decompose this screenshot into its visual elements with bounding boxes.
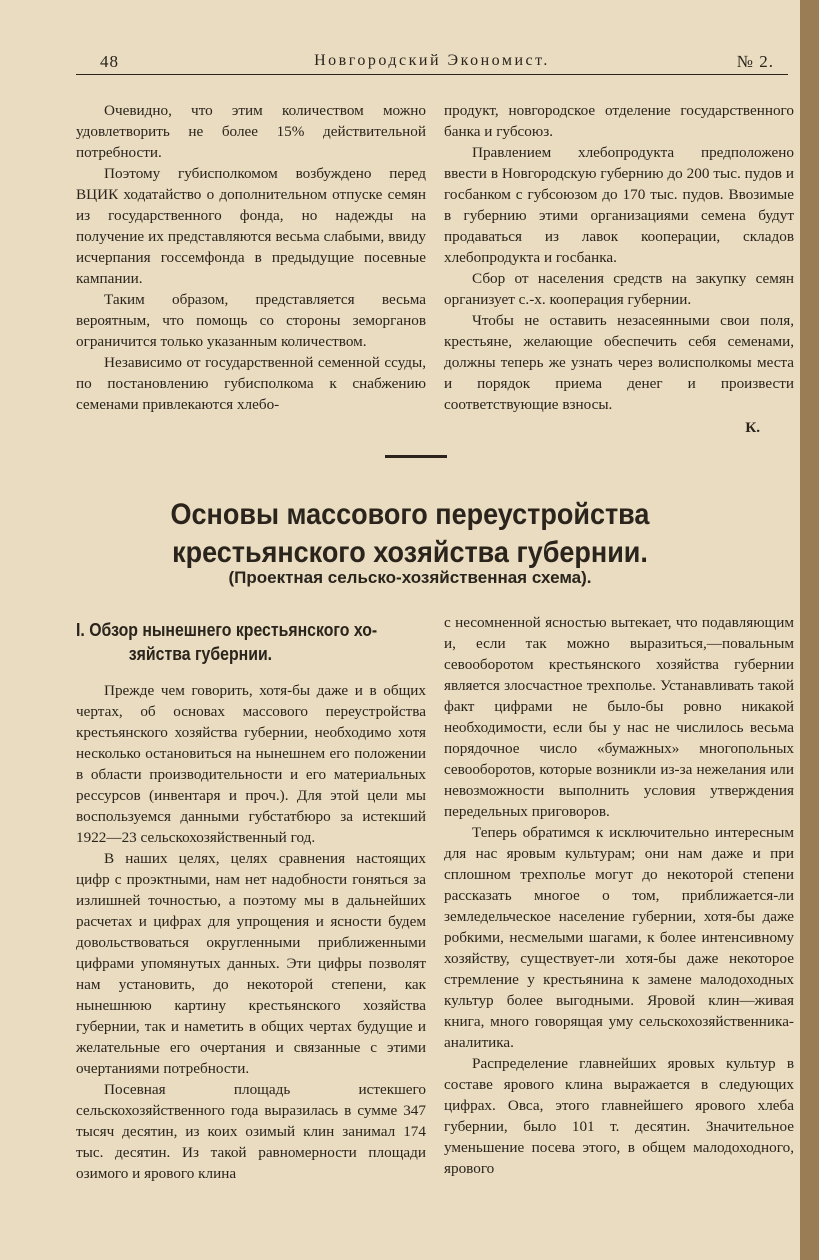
paragraph: Посевная площадь истекшего сельскохозяйственного года выразилась в сумме 347 тысяч десятин, из коих озимый клин занимал 174 тыс. десятин. Из такой равномерности площади озимого и ярового клина [76, 1081, 426, 1182]
paragraph: Сбор от населения средств на закупку семян организует с.-х. кооперация губернии. [444, 270, 794, 308]
article2-right-column [444, 612, 794, 1179]
page-header [76, 52, 788, 76]
section-heading-line2: зяйства губернии. [128, 644, 273, 664]
article1-left-column [76, 100, 426, 415]
paragraph: Чтобы не оставить незасеянными свои поля, крестьяне, желающие обеспечить себя семенами, должны теперь же узнать через волисполкомы места и порядок приема денег и произвести соответствующие взносы. [444, 312, 794, 413]
paragraph: Прежде чем говорить, хотя-бы даже и в общих чертах, об основах массового переустройства крестьянского хозяйства губернии, необходимо хотя несколько остановиться на нынешнем его положении в области производительности и его материальных рессурсов (инвентаря и проч.). Для этой цели мы воспользуемся данными губстатбюро за истекший 1922—23 сельскохозяйственный год. [76, 682, 426, 846]
paragraph: с несомненной ясностью вытекает, что подавляющим и, если так можно выразиться,—повальным севооборотом крестьянского хозяйства губернии является злосчастное трехполье. Устанавливать такой факт цифрами не было-бы ровно никакой необходимости, если бы у нас не числилось весьма порядочное число «бумажных» многопольных севооборотов, которые возникли из-за нежелания или невозможности выполнить условия утверждения передельных приговоров. [444, 614, 794, 820]
paragraph: Распределение главнейших яровых культур в составе ярового клина выражается в следующих цифрах. Овса, этого главнейшего ярового хлеба губернии, было 101 т. десятин. Значительное уменьшение посева этого, в общем малодоходного, ярового [444, 1055, 794, 1177]
journal-title: Новгородский Экономист. [314, 52, 550, 69]
paragraph: Таким образом, представляется весьма вероятным, что помощь со стороны земорганов ограничится только указанным количеством. [76, 291, 426, 350]
paragraph: Правлением хлебопродукта предположено ввести в Новгородскую губернию до 200 тыс. пудов и госбанком с губсоюзом до 170 тыс. пудов. Ввозимые в губернию этими организациями семена будут продаваться из лавок кооперации, складов хлебопродукта и госбанка. [444, 144, 794, 266]
article-title: Основы массового переустройства крестьянского хозяйства губернии. [170, 498, 650, 569]
article2-left-column [76, 612, 426, 1184]
header-rule [76, 74, 788, 75]
paragraph: В наших целях, целях сравнения настоящих цифр с проэктными, нам нет надобности гоняться за излишней точностью, а поэтому мы в дальнейших расчетах и цифрах для упрощения и ясности будем довольствоваться округленными приближенными цифрами упомянутых данных. Эти цифры позволят нам установить, до некоторой степени, как нынешнюю картину крестьянского хозяйства губернии, так и наметить в общих чертах будущие и желательные его очертания и связанные с этими очертаниями потребности. [76, 850, 426, 1077]
paragraph: Независимо от государственной семенной ссуды, по постановлению губисполкома к снабжению семенами привлекаются хлебо- [76, 354, 426, 413]
page-number: 48 [100, 52, 119, 71]
paragraph: Очевидно, что этим количеством можно удовлетворить не более 15% действительной потребности. [76, 102, 426, 161]
paragraph: продукт, новгородское отделение государственного банка и губсоюз. [444, 102, 794, 140]
article-divider [385, 455, 447, 458]
article-subtitle: (Проектная сельско-хозяйственная схема). [228, 568, 592, 587]
issue-number: № 2. [736, 52, 774, 71]
article1-right-column [444, 100, 794, 438]
paragraph: Поэтому губисполкомом возбуждено перед ВЦИК ходатайство о дополнительном отпуске семян из государственного фонда, но надежды на получение их представляются весьма слабыми, ввиду исчерпания госсемфонда в предыдущие посевные кампании. [76, 165, 426, 287]
page-edge [800, 0, 819, 1260]
paragraph: Теперь обратимся к исключительно интересным для нас яровым культурам; они нам даже и при сплошном трехполье могут до некоторой степени рассказать многое о том, приближается-ли земледельческое население губернии, хотя-бы даже робкими, несмелыми шагами, к более интенсивному хозяйству, существует-ли хотя-бы даже некоторое стремление у крестьянина к замене малодоходных культур более выгодными. Яровой клин—живая книга, много говорящая уму сельскохозяйственника-аналитика. [444, 824, 794, 1051]
section-heading-line1: I. Обзор нынешнего крестьянского хо- [76, 620, 378, 640]
section-heading [76, 618, 384, 666]
author-signature: К. [745, 419, 760, 436]
